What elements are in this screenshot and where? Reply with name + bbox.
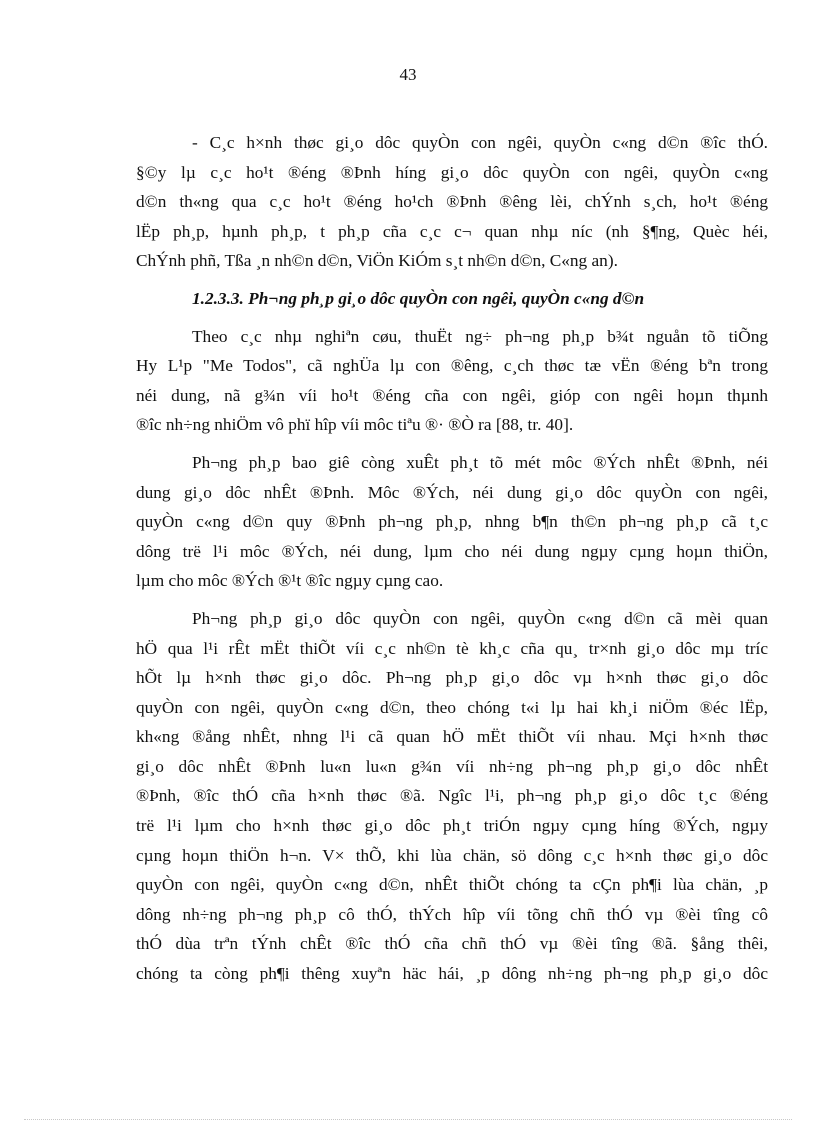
text-line: gi¸o dôc nhÊt ®Þnh lu«n lu«n g¾n víi nh÷ng ph¬ng ph¸p gi¸o dôc nhÊt xyxy=(136,756,768,776)
body-text xyxy=(136,128,768,989)
paragraph-purpose xyxy=(136,448,768,596)
paragraph-definition xyxy=(136,322,768,440)
text-line: Ph¬ng ph¸p gi¸o dôc quyÒn con ngêi, quyÒn c«ng d©n cã mèi quan xyxy=(192,608,768,628)
text-line: quyÒn c«ng d©n quy ®Þnh ph¬ng ph¸p, nhng b¶n th©n ph¬ng ph¸p cã t¸c xyxy=(136,512,768,532)
text-line: chóng ta còng ph¶i thêng xuyªn häc hái, ¸p dông nh÷ng ph¬ng ph¸p gi¸o dôc xyxy=(136,964,768,984)
text-line: thÓ dùa trªn tÝnh chÊt ®îc thÓ cña chñ thÓ vµ ®èi tîng ®ã. §ång thêi, xyxy=(136,934,768,954)
text-line: hÕt lµ h×nh thøc gi¸o dôc. Ph¬ng ph¸p gi¸o dôc vµ h×nh thøc gi¸o dôc xyxy=(136,668,768,688)
text-line: dông nh÷ng ph¬ng ph¸p cô thÓ, thÝch hîp víi tõng chñ thÓ vµ ®èi tîng cô xyxy=(136,904,768,924)
text-line: néi dung, nã g¾n víi ho¹t ®éng cña con ngêi, gióp con ngêi hoµn thµnh xyxy=(136,385,768,405)
paragraph-forms xyxy=(136,128,768,276)
text-line: Ph¬ng ph¸p bao giê còng xuÊt ph¸t tõ mét môc ®Ých nhÊt ®Þnh, néi xyxy=(192,452,768,472)
text-line: Theo c¸c nhµ nghiªn cøu, thuËt ng÷ ph¬ng ph¸p b¾t nguån tõ tiÕng xyxy=(192,326,768,346)
text-line: trë l¹i lµm cho h×nh thøc gi¸o dôc ph¸t triÓn ngµy cµng híng ®Ých, ngµy xyxy=(136,816,768,836)
paragraph-relation xyxy=(136,604,768,989)
page-bottom-divider xyxy=(24,1119,792,1120)
text-line: kh«ng ®ång nhÊt, nhng l¹i cã quan hÖ mËt thiÕt víi nhau. Mçi h×nh thøc xyxy=(136,727,768,747)
text-line: - C¸c h×nh thøc gi¸o dôc quyÒn con ngêi, quyÒn c«ng d©n ®îc thÓ. xyxy=(192,133,768,152)
text-line: hÖ qua l¹i rÊt mËt thiÕt víi c¸c nh©n tè kh¸c cña qu¸ tr×nh gi¸o dôc mµ tríc xyxy=(136,638,768,658)
text-line: quyÒn con ngêi, quyÒn c«ng d©n, theo chóng t«i lµ hai kh¸i niÖm ®éc lËp, xyxy=(136,697,768,717)
text-line: quyÒn con ngêi, quyÒn c«ng d©n, nhÊt thiÕt chóng ta cÇn ph¶i lùa chän, ¸p xyxy=(136,875,768,895)
text-line: ®îc nh÷ng nhiÖm vô phï hîp víi môc tiªu ®· ®Ò ra [88, tr. 40]. xyxy=(136,415,574,435)
text-line: cµng hoµn thiÖn h¬n. V× thÕ, khi lùa chän, sö dông c¸c h×nh thøc gi¸o dôc xyxy=(136,845,768,865)
text-line: §©y lµ c¸c ho¹t ®éng ®Þnh híng gi¸o dôc quyÒn con ngêi, quyÒn c«ng xyxy=(136,162,768,182)
text-line: d©n th«ng qua c¸c ho¹t ®éng ho¹ch ®Þnh ®êng lèi, chÝnh s¸ch, ho¹t ®éng xyxy=(136,192,768,212)
text-line: dông trë l¹i môc ®Ých, néi dung, lµm cho néi dung ngµy cµng hoµn thiÖn, xyxy=(136,541,768,561)
section-heading: 1.2.3.3. Ph¬ng ph¸p gi¸o dôc quyÒn con ngêi, quyÒn c«ng d©n xyxy=(192,288,645,308)
page-number: 43 xyxy=(399,65,417,84)
text-line: ChÝnh phñ, Tßa ¸n nh©n d©n, ViÖn KiÓm s¸t nh©n d©n, C«ng an). xyxy=(136,251,618,271)
text-line: ®Þnh, ®îc thÓ cña h×nh thøc ®ã. Ngîc l¹i, ph¬ng ph¸p gi¸o dôc t¸c ®éng xyxy=(136,786,768,806)
text-line: dung gi¸o dôc nhÊt ®Þnh. Môc ®Ých, néi dung gi¸o dôc quyÒn con ngêi, xyxy=(136,482,768,502)
text-line: lËp ph¸p, hµnh ph¸p, t ph¸p cña c¸c c¬ quan nhµ níc (nh §¶ng, Quèc héi, xyxy=(136,221,768,241)
text-line: Hy L¹p "Me Todos", cã nghÜa lµ con ®êng, c¸ch thøc tæ vËn ®éng bªn trong xyxy=(136,356,768,376)
text-line: lµm cho môc ®Ých ®¹t ®îc ngµy cµng cao. xyxy=(136,571,444,591)
